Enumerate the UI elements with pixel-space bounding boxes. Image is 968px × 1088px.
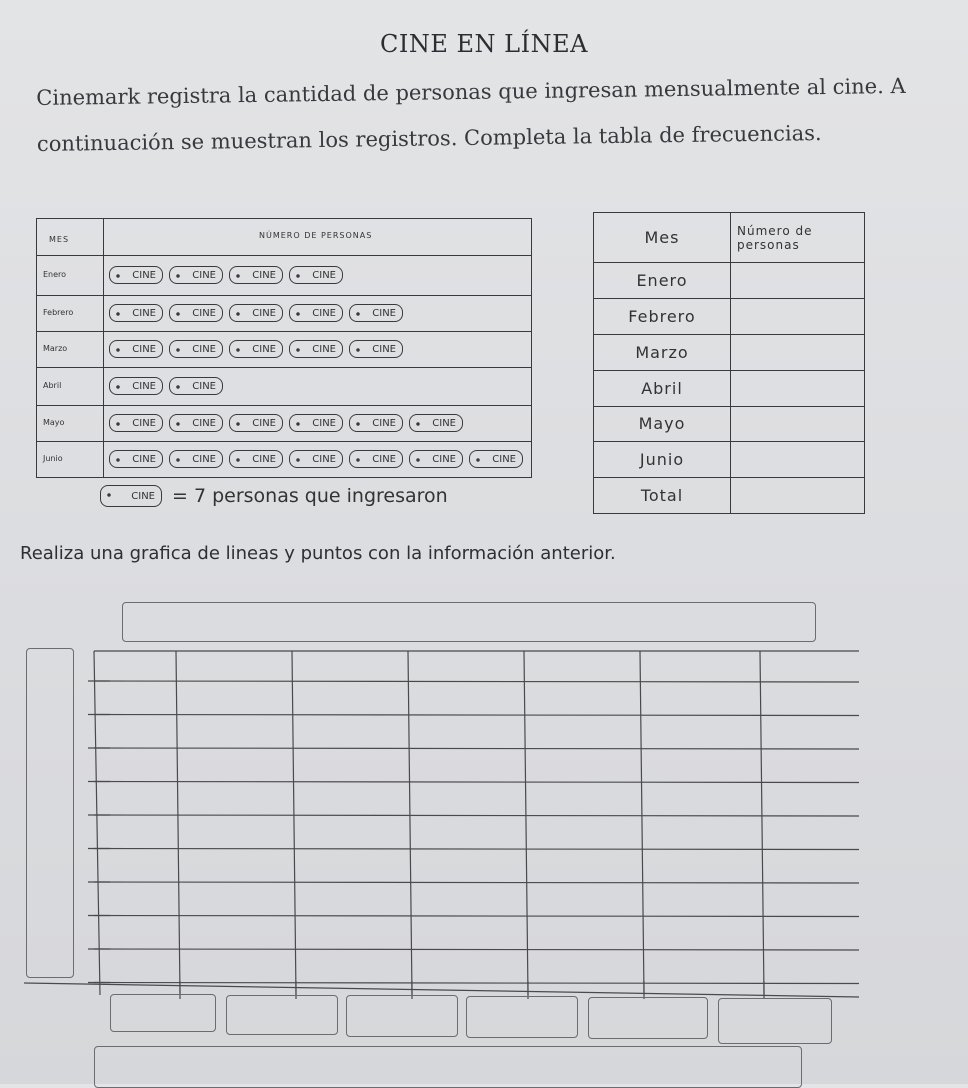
ticket-icon: CINE [289,450,343,468]
grid-line-horizontal [94,983,859,984]
grid-line-vertical [176,651,180,995]
grid-line-horizontal [94,715,859,716]
grid-line-horizontal [94,916,859,917]
ticket-icon: CINE [109,340,163,358]
picto-row-label: Enero [43,270,67,279]
freq-cell-input[interactable] [731,263,865,299]
ticket-icon: CINE [169,304,223,322]
ticket-icon: CINE [109,304,163,322]
ticket-icon: CINE [289,340,343,358]
picto-row-divider [37,405,531,406]
picto-icon-group [109,304,403,322]
ticket-icon: CINE [169,377,223,395]
ticket-icon: CINE [229,450,283,468]
x-axis-label-box[interactable] [94,1046,802,1088]
ticket-icon: CINE [169,450,223,468]
column-divider [103,219,104,477]
page-title: CINE EN LÍNEA [380,30,588,58]
ticket-icon: CINE [109,414,163,432]
instruction-text: Realiza una grafica de lineas y puntos con la información anterior. [20,543,616,564]
ticket-icon: CINE [229,414,283,432]
grid-line-horizontal [94,782,859,783]
picto-header-mes: MES [49,235,70,244]
ticket-icon: CINE [409,414,463,432]
ticket-icon: CINE [100,485,162,507]
picto-icon-group [109,414,463,432]
freq-cell-input[interactable] [731,406,865,442]
picto-row-divider [37,331,531,332]
ticket-icon: CINE [349,414,403,432]
freq-cell-input[interactable] [731,442,865,478]
ticket-icon: CINE [109,377,163,395]
picto-row-label: Mayo [43,418,65,427]
grid-line-vertical [292,651,296,995]
freq-row-mes: Abril [594,370,731,406]
ticket-icon: CINE [169,266,223,284]
freq-cell-input[interactable] [731,299,865,335]
grid-line-vertical [760,651,764,995]
x-label-box[interactable] [588,997,708,1039]
intro-paragraph: Cinemark registra la cantidad de personas que ingresan mensualmente al cine. A continuación se muestran los registros. Completa la tabla de frecuencias. [36,73,906,156]
picto-icon-group [109,377,223,395]
ticket-icon: CINE [409,450,463,468]
ticket-icon: CINE [289,304,343,322]
picto-row-label: Febrero [43,308,74,317]
freq-row-mes: Febrero [594,299,731,335]
freq-row-mes: Enero [594,263,731,299]
freq-row-mes: Junio [594,442,731,478]
picto-icon-group [109,450,523,468]
x-label-box[interactable] [718,998,832,1044]
picto-row-label: Marzo [43,344,68,353]
ticket-icon: CINE [229,304,283,322]
grid-line-horizontal [94,882,859,883]
ticket-icon: CINE [229,340,283,358]
freq-row-mes: Marzo [594,335,731,371]
ticket-icon: CINE [169,340,223,358]
grid-line-horizontal [94,949,859,950]
x-label-box[interactable] [110,994,216,1032]
ticket-icon: CINE [349,450,403,468]
pictograph-legend [100,485,448,507]
freq-cell-input[interactable] [731,335,865,371]
grid-line-horizontal [94,815,859,816]
picto-row-divider [37,367,531,368]
picto-row-label: Abril [43,381,62,390]
y-axis [94,651,100,995]
legend-text: = 7 personas que ingresaron [172,485,448,507]
ticket-icon: CINE [289,266,343,284]
frequency-table [593,212,865,514]
freq-row-mes: Mayo [594,406,731,442]
grid-line-vertical [408,651,412,995]
ticket-icon: CINE [349,304,403,322]
freq-header-num: Número de personas [731,213,865,263]
pictograph-table [36,218,532,478]
ticket-icon: CINE [109,450,163,468]
grid-line-vertical [524,651,528,995]
grid-line-vertical [640,651,644,995]
grid-line-horizontal [94,681,859,682]
picto-row-divider [37,255,531,256]
x-label-box[interactable] [226,995,338,1035]
picto-row-divider [37,295,531,296]
picto-header-num: NÚMERO DE PERSONAS [259,231,373,240]
picto-row-label: Junio [43,454,63,463]
ticket-icon: CINE [349,340,403,358]
ticket-icon: CINE [109,266,163,284]
blank-graph-grid [24,645,869,1005]
graph-title-box[interactable] [122,602,816,642]
ticket-icon: CINE [229,266,283,284]
freq-header-mes: Mes [594,213,731,263]
freq-total-label: Total [594,478,731,514]
x-label-box[interactable] [346,995,458,1037]
x-label-box[interactable] [466,996,578,1038]
ticket-icon: CINE [169,414,223,432]
grid-line-horizontal [94,748,859,749]
freq-total-input[interactable] [731,478,865,514]
ticket-icon: CINE [289,414,343,432]
freq-cell-input[interactable] [731,370,865,406]
grid-line-horizontal [94,849,859,850]
picto-icon-group [109,340,403,358]
picto-row-divider [37,441,531,442]
picto-icon-group [109,266,343,284]
ticket-icon: CINE [469,450,523,468]
